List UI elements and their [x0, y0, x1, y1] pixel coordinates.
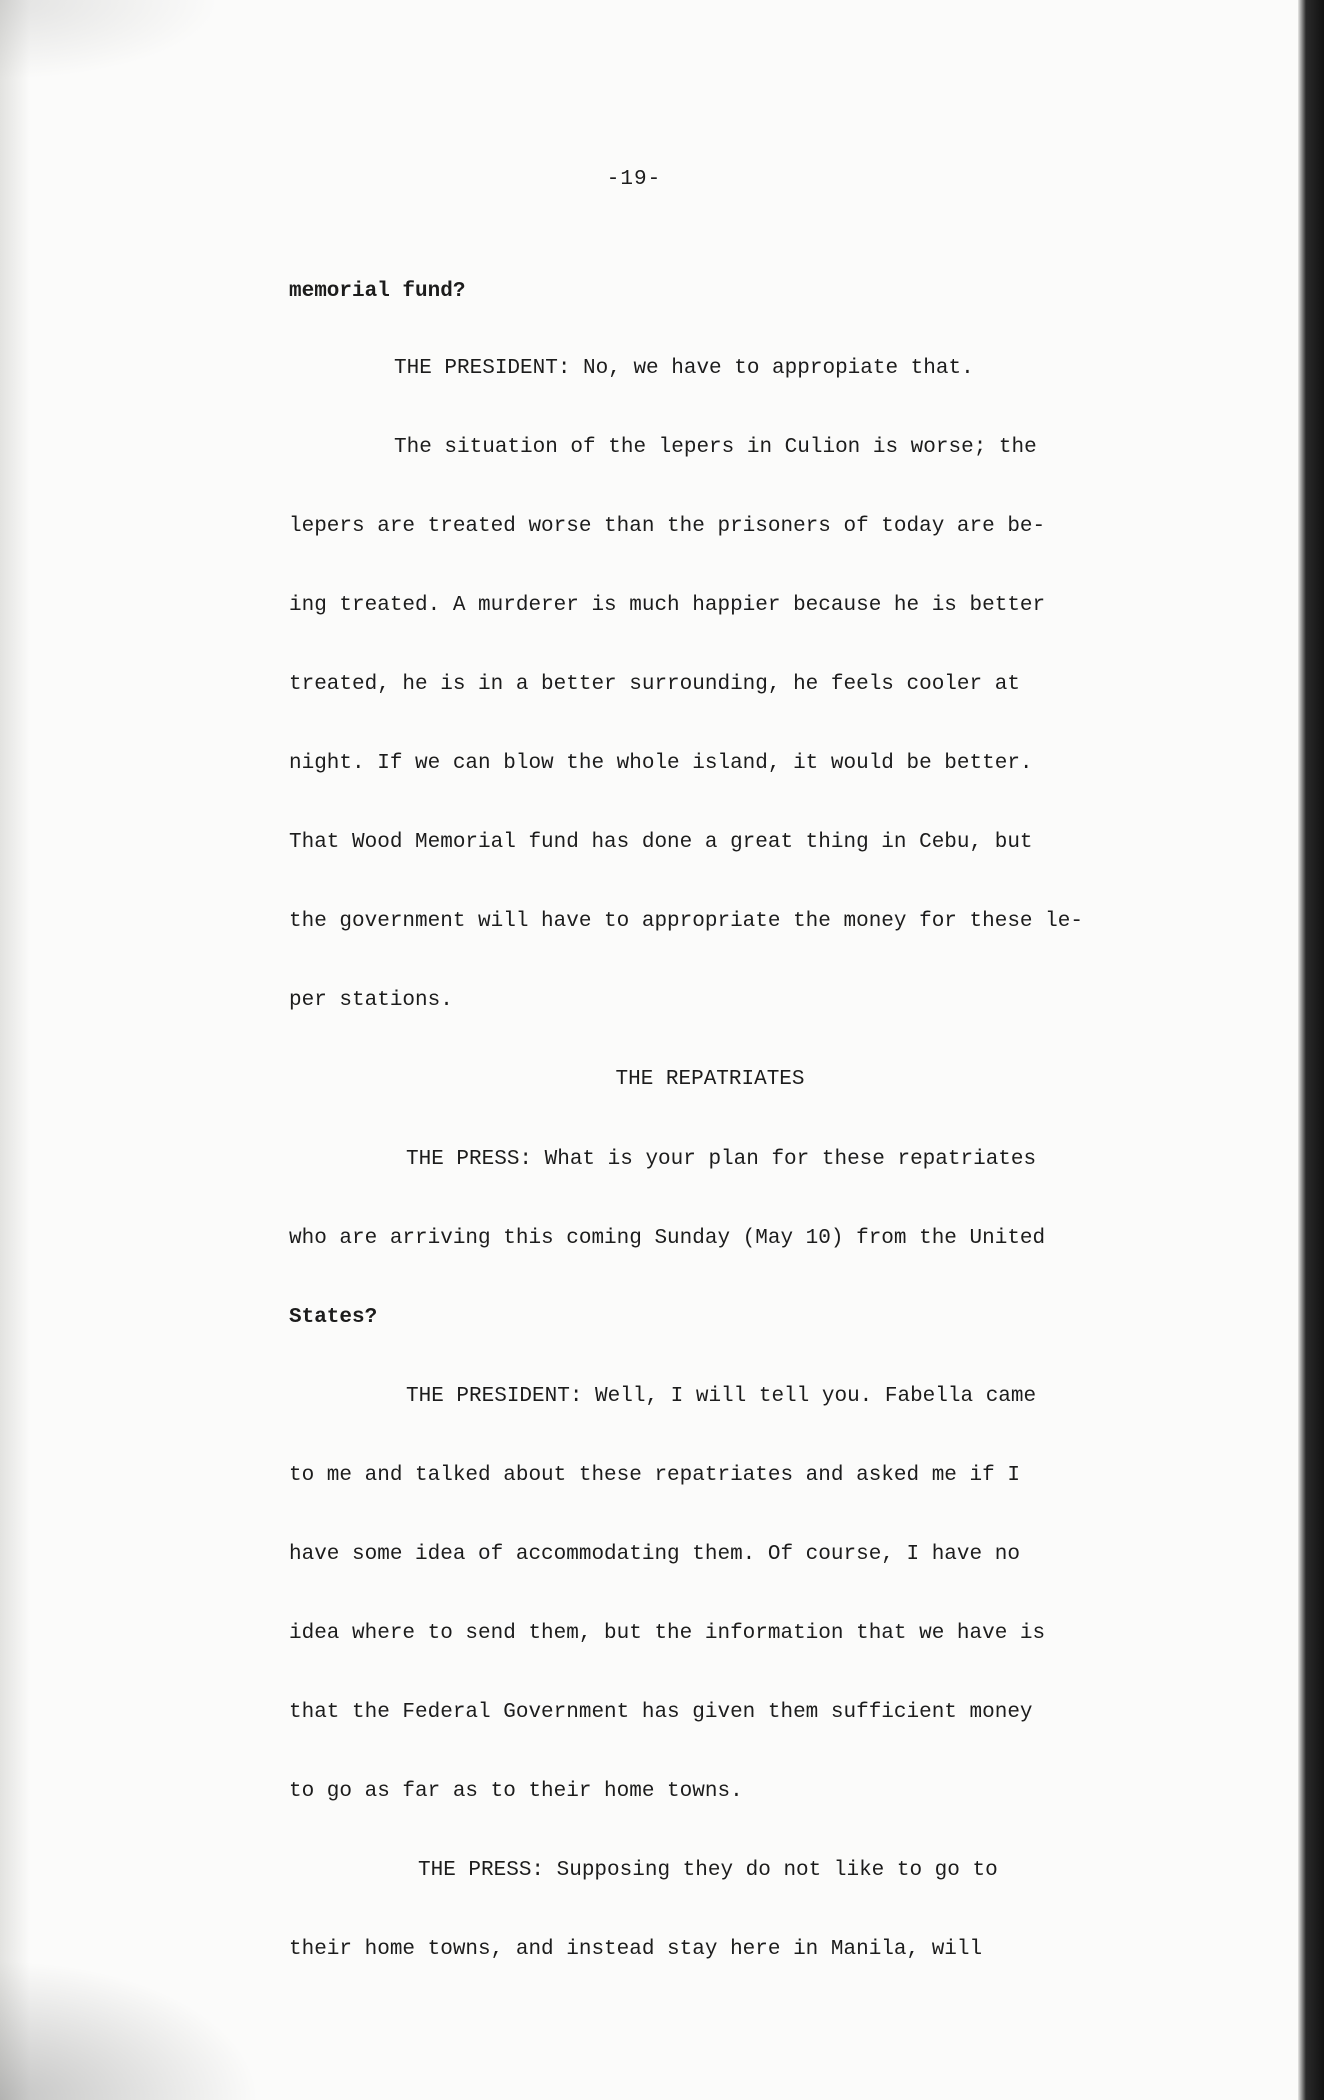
text-line: idea where to send them, but the information that we have is: [289, 1622, 1046, 1645]
text-line: THE PRESIDENT: No, we have to appropiate that.: [394, 357, 974, 380]
text-line: their home towns, and instead stay here in Manila, will: [289, 1938, 983, 1961]
page-number: -19-: [606, 168, 662, 191]
text-line: THE PRESIDENT: Well, I will tell you. Fabella came: [406, 1385, 1037, 1408]
text-line: That Wood Memorial fund has done a great thing in Cebu, but: [289, 831, 1033, 854]
section-heading: THE REPATRIATES: [615, 1068, 805, 1091]
text-line: ing treated. A murderer is much happier because he is better: [289, 594, 1046, 617]
text-line: night. If we can blow the whole island, it would be better.: [289, 752, 1033, 775]
text-line: to go as far as to their home towns.: [289, 1780, 743, 1803]
text-line: the government will have to appropriate the money for these le-: [289, 910, 1083, 933]
text-line: that the Federal Government has given them sufficient money: [289, 1701, 1033, 1724]
text-line: have some idea of accommodating them. Of course, I have no: [289, 1543, 1020, 1566]
text-line: memorial fund?: [289, 280, 466, 303]
text-line: States?: [289, 1306, 378, 1329]
text-line: to me and talked about these repatriates and asked me if I: [289, 1464, 1020, 1487]
text-line: THE PRESS: Supposing they do not like to go to: [418, 1859, 998, 1882]
text-line: The situation of the lepers in Culion is worse; the: [394, 436, 1037, 459]
text-line: who are arriving this coming Sunday (May 10) from the United: [289, 1227, 1046, 1250]
text-line: lepers are treated worse than the prisoners of today are be-: [289, 515, 1046, 538]
text-line: treated, he is in a better surrounding, he feels cooler at: [289, 673, 1020, 696]
text-line: THE PRESS: What is your plan for these repatriates: [406, 1148, 1037, 1171]
text-line: per stations.: [289, 989, 453, 1012]
